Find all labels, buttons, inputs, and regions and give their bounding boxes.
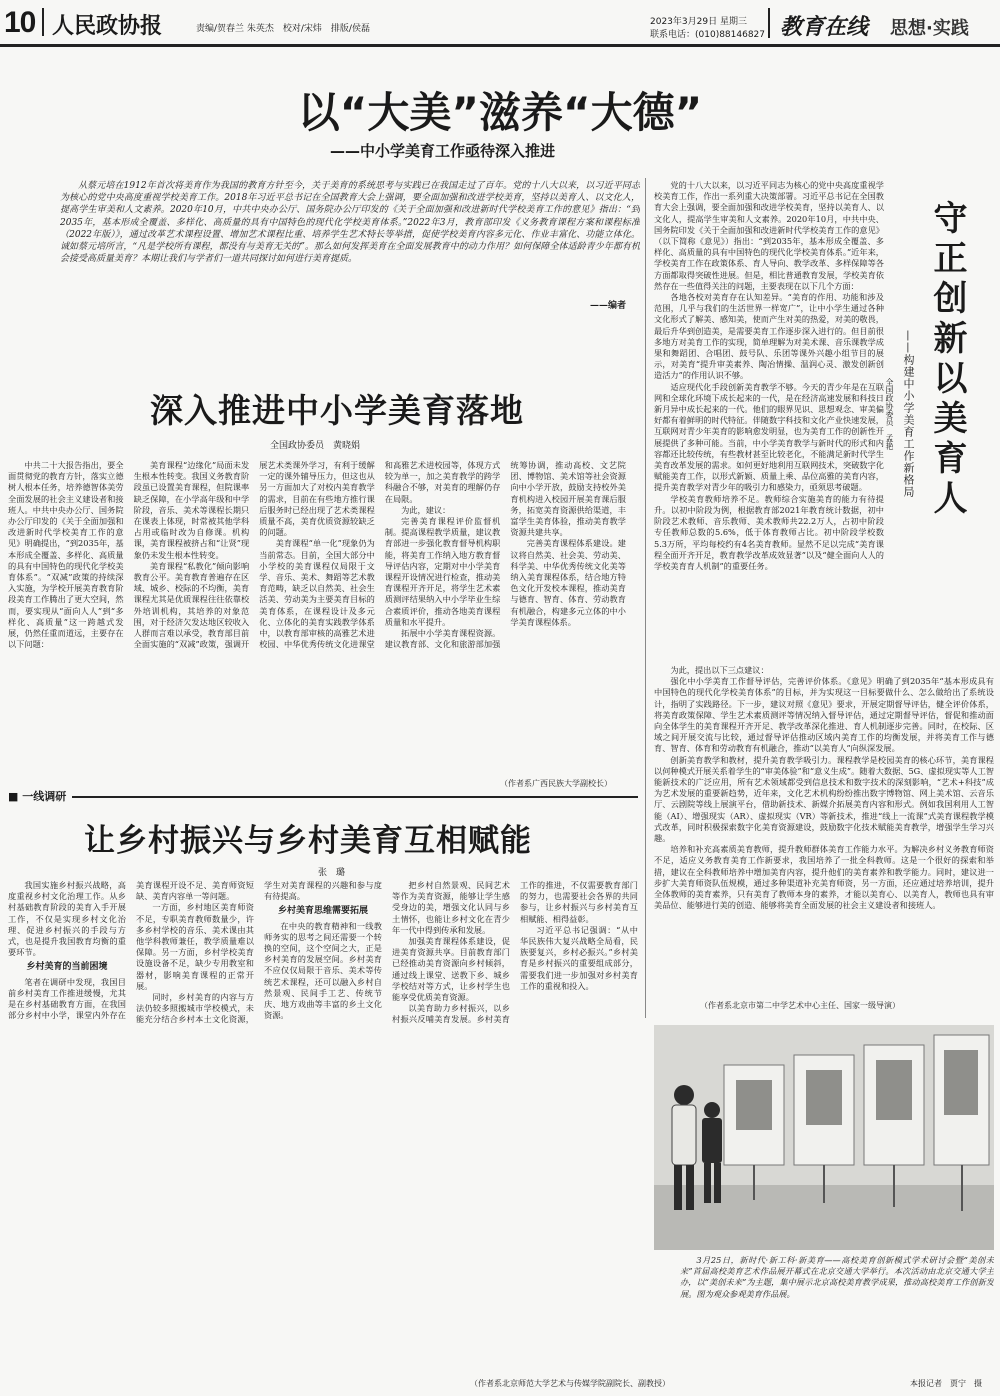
side-article-body-bottom: 为此，提出以下三点建议： 强化中小学美育工作督导评估，完善评价体系。《意见》明确了到2035年“基本形成具有中国特色的现代化学校美育体系”的目标，并为实现这一目标要做什么、怎么做给出了系统设计，指明了实践路径。下一步，建议对照《意见》要求，开展定期督导评估，健全评价体系，将美育政策保障、学生艺术素质测评等情况纳入督导评估，通过定期督导评估，督促和推动面向全体学生的美育课程开齐开足、教学改革深化推进、育人机制逐步完善。同时，在校际、区域之间开展交流与比较，通过督导评估推动区域内美育工作的均衡发展，并将美育工作与德育、智育、体育和劳动教育有机融合，推动“以美育人”向纵深发展。 创新美育教学和教材，提升美育教学吸引力。课程教学是校园美育的核心环节，美育课程以何种模式开展关系着学生的“审美体验”和“意义生成”。随着大数据、5G、虚拟现实等人工智能新技术的广泛应用，所有艺术领域都受到信息技术和数字技术的深刻影响，“艺术+科技”成为艺术发展的重要新趋势，近年来，文化艺术机构纷纷推出数字博物馆、网上美术馆、云音乐厅、云剧院等线上展演平台，借助新技术、新媒介拓展美育内容和形式。例如我国利用人工智能（AI）、增强现实（AR）、虚拟现实（VR）等新技术，推进“线上一流课”式美育课程教学模式改革，同时积极探索数字化美育资源建设，鼓励数字化技术赋能美育教学，增强学生学习兴趣。 培养和补充高素质美育教师，提升教师群体美育工作能力水平。为解决乡村义务教育师资不足，适应义务教育美育工作新要求，我国培养了一批全科教师。这是一个很好的探索和举措，建议在全科教师培养中增加美育内容，提升他们的美育素养和教学能力。同时，建议进一步扩大美育师资队伍规模，通过多种渠道补充美育师资，另一方面，还应通过培养培训，提升全体教师的美育素养，只有美育了教师本身的素养，才能以美育心、以美育人，教师也具有审美品位、能够进行美的创造、能够将美育全面发展的社会主义建设者和接班人。 [654, 665, 994, 911]
article1-body: 中共二十大报告指出，要全面贯彻党的教育方针，落实立德树人根本任务，培养德智体美劳全面发展的社会主义建设者和接班人。中共中央办公厅、国务院办公厅印发的《关于全面加强和改进新时代学校美育工作的意见》明确提出，“到2035年，基本形成全覆盖、多样化、高质量的具有中国特色的现代化学校美育体系”。“双减”政策的持续深入实施，为学校开展美育教育阶段美育工作腾出了更大空间，然而，要实现从“面向人人”到“多样化、高质量”这一跨越式发展，仍然任重而道远，主要存在以下问题： 美育课程“边缘化”局面未发生根本性转变。我国义务教育阶段虽已设置美育课程，但院课率缺乏保障，在小学高年级和中学阶段，音乐、美术等课程长期只在课表上体现，时常被其他学科占用或临时改为自修课。机构课，美育课程被挤占和“让贤”现象仍未发生根本性转变。 美育课程“私教化”倾向影响教育公平。美育教育普遍存在区域、城乡、校际的不均衡，美育课程尤其是优质课程往往依靠校外培训机构，其培养的对象范围，对于经济欠发达地区较收入人群而言难以承受，教育部目前全面实施的“双减”政策，强调开展艺术类课外学习，有利于缓解一定的课外辅导压力，但这也从另一方面加大了对校内美育教学的需求，目前在有些地方推行课后服务时已经出现了艺术类课程质量不高，美育优质资源较缺乏的问题。 美育课程“单一化”现象仍为当前常态。目前，全国大部分中小学校的美育课程仅局限于文学、音乐、美术、舞蹈等艺术教育范畴，缺乏以自然美、社会生活美、劳动美为主要美育目标的美育体系，在课程设计及多元化、立体化的美育实践教学体系中，以教育部审核的高雅艺术进校园、中华优秀传统文化进课堂和高雅艺术进校园等，体现方式较为单一，加之美育教学的跨学科融合不够，对美育的理解仍存在局限。 为此，建议： 完善美育课程评价监督机制。提高课程教学质量，建议教育部进一步强化教育督导机构职能，将美育工作纳入地方教育督导评估内容，定期对中小学美育课程开设情况进行检查，推动美育课程开齐开足，将学生艺术素质测评结果纳入中小学毕业生综合素质评价，推动各地美育课程质量和水平提升。 拓展中小学美育课程资源。建议教育部、文化和旅游部加强统筹协调，推动高校、文艺院团、博物馆、美术馆等社会资源向中小学开放，鼓励支持校外美育机构进入校园开展美育课后服务，拓宽美育资源供给渠道，丰富学生美育体验，推动美育教学资源共建共享。 完善美育课程体系建设。建议将自然美、社会美、劳动美、科学美、中华优秀传统文化美等纳入美育课程体系，结合地方特色文化开发校本课程，推动美育与德育、智育、体育、劳动教育有机融合，构建多元立体的中小学美育课程体系。 [8, 460, 626, 650]
masthead-rule [0, 44, 1000, 47]
article2-byline-footer: （作者系北京师范大学艺术与传媒学院副院长、副教授） [470, 1379, 670, 1388]
editors-line: 责编/贺春兰 朱英杰 校对/宋炜 排版/侯磊 [196, 24, 370, 34]
article2-kicker-rule [8, 796, 638, 798]
article1-title: 深入推进中小学美育落地 [150, 391, 524, 430]
exhibition-photo [654, 1025, 994, 1250]
article2-title: 让乡村振兴与乡村美育互相赋能 [84, 823, 532, 859]
side-article-subtitle: ——构建中小学美育工作新格局 [902, 330, 915, 498]
article2-body: 我国实施乡村振兴战略，高度重视乡村文化治理工作。从乡村基础教育阶段的美育入手开展工作，不仅是实现乡村文化治理、促进乡村振兴的手段与方式，也是提升我国教育均衡的重要环节。 乡村美育的当前困境 笔者在调研中发现，我国目前乡村美育工作推进缓慢，尤其是在乡村基础教育方面，在我国部分乡村中小学，课堂内外存在美育课程开设不足、美育师资短缺、美育内容单一等问题。 一方面，乡村地区美育师资不足，专职美育教师数量少，许多乡村学校的音乐、美术课由其他学科教师兼任，教学质量难以保障。另一方面，乡村学校美育设施设备不足，缺少专用教室和器材，影响美育课程的正常开展。 同时，乡村美育的内容与方法仍较多照搬城市学校模式，未能充分结合乡村本土文化资源，学生对美育课程的兴趣和参与度有待提高。 乡村美育思维需要拓展 在中央的教育精神和一线教师务实的思考之间还需要一个转换的空间，这个空间之大，正是乡村美育的发展空间。乡村美育不应仅仅局限于音乐、美术等传统艺术课程，还可以融入乡村自然景观、民间手工艺、传统节庆、地方戏曲等丰富的乡土文化资源。 把乡村自然景观、民间艺术等作为美育资源，能够让学生感受身边的美，增强文化认同与乡土情怀，也能让乡村文化在青少年一代中得到传承和发展。 加强美育课程体系建设，促进美育资源共享。目前教育部门已经推动美育资源向乡村倾斜，通过线上课堂、送教下乡、城乡学校结对等方式，让乡村学生也能享受优质美育资源。 以美育助力乡村振兴，以乡村振兴反哺美育发展。乡村美育工作的推进，不仅需要教育部门的努力，也需要社会各界的共同参与，让乡村振兴与乡村美育互相赋能、相得益彰。 习近平总书记强调：“从中华民族伟大复兴战略全局看，民族要复兴，乡村必振兴。”乡村美育是乡村振兴的重要组成部分，需要我们进一步加强对乡村美育工作的重视和投入。 [8, 880, 638, 1025]
section-name: 思想·实践 [890, 18, 969, 39]
page-number: 10 [4, 6, 36, 39]
paper-name: 人民政协报 [52, 13, 163, 39]
side-column-divider [645, 178, 646, 1018]
article2-author: 张 璐 [318, 868, 346, 878]
side-article-body-top: 党的十八大以来，以习近平同志为核心的党中央高度重视学校美育工作，作出一系列重大决策部署。习近平总书记在全国教育大会上强调，要全面加强和改进学校美育，坚持以美育人、以文化人，提高学生审美和人文素养。2020年10月，中共中央、国务院印发《关于全面加强和改进新时代学校美育工作的意见》（以下简称《意见》）指出：“到2035年，基本形成全覆盖、多样化、高质量的具有中国特色的现代化学校美育体系。”近年来，学校美育工作在政策体系、育人导向、教学改革、多样保障等各方面都取得突破性进展。但是，相比普通教育发展，学校美育依然存在一些值得关注的问题，主要表现在以下几个方面： 各地各校对美育存在认知差异。“美育的作用、功能和涉及范围，几乎与我们的生活世界一样宽广”，让中小学生通过各种文化形式了解美、感知美，使而产生对美的热爱，对美的敬畏，最后升华到创造美，是需要美育工作逐步深入进行的。但目前很多地方对美育工作的实现，简单理解为对美术课、音乐课教学成果和舞蹈团、合唱团、鼓号队、乐团等课外兴趣小组节目的展示，对美育“提升审美素养、陶冶情操、温润心灵、激发创新创造活力”的作用认识不够。 适应现代化手段创新美育教学不够。今天的青少年是在互联网和全球化环境下成长起来的一代，是在经济高速发展和科技日新月异中成长起来的一代。他们的眼界见识、思想观念、审美偏好都有着鲜明的时代特征。伴随数字科技和文化产业快速发展，互联网对青少年美育的影响愈发明显，也为美育工作的创新性开展提供了多种可能。当前，中小学美育教学与新时代的形式和内容都还比较传统，有些教材甚至比较老化，不能满足新时代学生美育改革发展的需求。如何更好地利用互联网技术，突破数字化赋能美育工作，以形式新颖、质量上乘、品位高雅的美育内容，提升美育教学对青少年的吸引力和感染力，亟须思考破题。 学校美育教师培养不足。教师综合实施美育的能力有待提升。以初中阶段为例，根据教育部2021年教育统计数据，初中阶段艺术教师、音乐教师、美术教师共22.2万人，占初中阶段专任教师总数的5.6%，低于体育教师占比。初中阶段学校数5.3万所，平均每校约有4名美育教师。显然不足以完成“美育课程全面开齐开足，教育教学改革成效显著”以及“健全面向人人的学校美育育人机制”的重要任务。 [654, 180, 884, 571]
masthead [0, 0, 1000, 46]
side-article-author: 全国政协委员 孟艳 [885, 378, 894, 450]
editors-note-text: 从蔡元培在1912年首次将美育作为我国的教育方针至今，关于美育的系统思考与实践已在我国走过了百年。党的十八大以来，以习近平同志为核心的党中央高度重视学校美育工作。2018年习近平总书记在全国教育大会上强调，要全面加强和改进学校美育，坚持以美育人、以文化人，提高学生审美和人文素养。2020年10月，中共中央办公厅、国务院办公厅印发的《关于全面加强和改进新时代学校美育工作的意见》指出：“到2035年，基本形成全覆盖、多样化、高质量的具有中国特色的现代化学校美育体系。”2022年3月，教育部印发《义务教育课程方案和课程标准（2022年版）》，通过改革艺术课程设置、增加艺术课程比重、培养学生艺术特长等举措，促使学校美育内容多元化、作业丰富化、功能立体化。诚如蔡元培所言，“凡是学校所有课程，都没有与美育无关的”。那么如何发挥美育在全面发展教育中的动力作用？如何保障全体适龄青少年都有机会接受高质量美育？本期让我们与学者们一道共同探讨如何进行美育提质。 [60, 181, 640, 265]
editors-note-signoff: ——编者 [590, 301, 627, 311]
editors-note [60, 180, 640, 310]
article2-kicker [8, 788, 72, 804]
article1-author: 全国政协委员 黄晓娟 [270, 441, 361, 451]
photo-credit: 本报记者 贾宁 摄 [910, 1379, 982, 1388]
issue-date: 2023年3月29日 星期三 [650, 17, 747, 27]
article2-subhead-1: 乡村美育的当前困境 [26, 962, 108, 973]
article1-byline-footer: （作者系广西民族大学副校长） [500, 779, 612, 788]
side-article-byline-footer: （作者系北京市第二中学艺术中心主任、国家一级导演） [700, 1001, 900, 1010]
contact-phone: 联系电话：(010)88146827 [650, 30, 766, 40]
article2-kicker-label: 一线调研 [22, 790, 67, 803]
photo-caption: 3月25日，新时代·新工科·新美育——高校美育创新模式学术研讨会暨“美创未来”首届高校美育艺术作品展开幕式在北京交通大学举行。本次活动由北京交通大学主办，以“美创未来”为主题，集中展示北京高校美育教学成果，推动高校美育工作创新发展。图为观众参观美育作品展。 [680, 1255, 994, 1299]
kicker-square-icon: ■ [8, 790, 19, 803]
main-headline: 以“大美”滋养“大德” [297, 88, 703, 137]
column-logo: 教育在线 [780, 14, 869, 40]
side-article-title: 守正创新以美育人 [927, 200, 967, 520]
article2-subhead-2: 乡村美育思维需要拓展 [277, 906, 368, 917]
main-subtitle: ——中小学美育工作亟待深入推进 [330, 142, 556, 160]
